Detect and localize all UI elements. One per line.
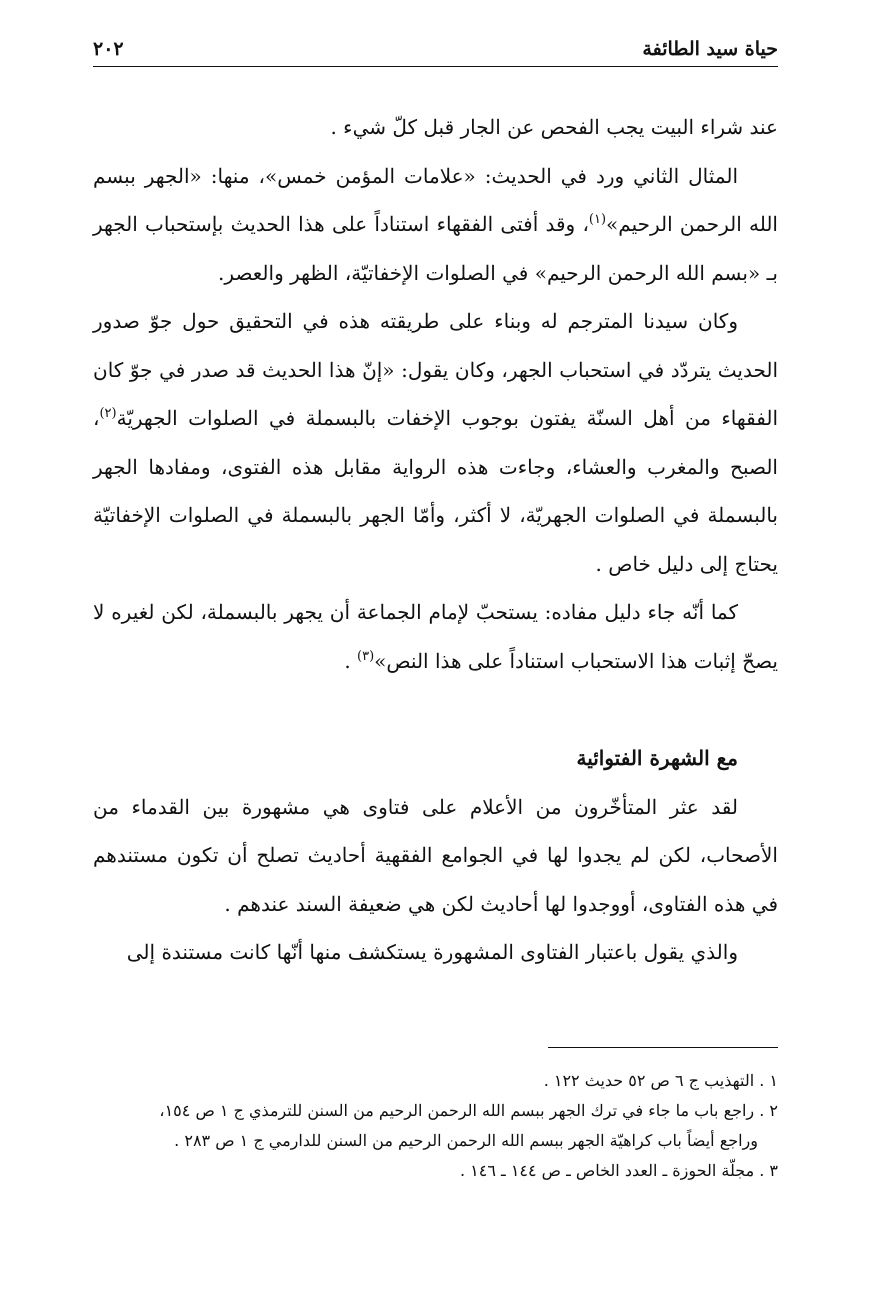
footnotes [93,1066,778,1186]
paragraph-2 [93,152,778,298]
paragraph-2-text-a: المثال الثاني ورد في الحديث: «علامات المؤمن خمس»، منها: «الجهر ببسم الله الرحمن الرحيم» [93,163,778,236]
footnote-1: ١ . التهذيب ج ٦ ص ٥٢ حديث ١٢٢ . [543,1071,778,1090]
paragraph-3-text-a: وكان سيدنا المترجم له وبناء على طريقته هذه في التحقيق حول جوّ صدور الحديث يتردّد في استحباب الجهر، وكان يقول: «إنّ هذا الحديث قد صدر في جوّ كان الفقهاء من أهل السنّة يفتون بوجوب الإخفات بالبسملة في الصلوات الجهريّة [93,309,778,430]
paragraph-2-text-b: ، وقد أفتى الفقهاء استناداً على هذا الحديث بإستحباب الجهر بـ «بسم الله الرحمن الرحيم» في الصلوات الإخفاتيّة، الظهر والعصر. [93,212,778,285]
running-head [93,32,778,67]
paragraph-4-text-b: . [344,648,358,673]
footnote-ref-2: (٢) [99,406,117,421]
footnote-2-line-2: وراجع أيضاً باب كراهيّة الجهر ببسم الله الرحمن الرحيم من السنن للدارمي ج ١ ص ٢٨٣ . [174,1131,758,1150]
footnote-ref-3: (٣) [357,648,375,664]
footnote-divider [548,1047,778,1048]
body-text [93,103,778,977]
paragraph-6: والذي يقول باعتبار الفتاوى المشهورة يستكشف منها أنّها كانت مستندة إلى [126,940,738,964]
book-title: حياة سيد الطائفة [642,38,778,60]
footnote-2-line-1: ٢ . راجع باب ما جاء في ترك الجهر ببسم الله الرحمن الرحيم من السنن للترمذي ج ١ ص ١٥٤، [159,1101,778,1120]
paragraph-3 [93,297,778,588]
paragraph-4 [93,588,778,685]
paragraph-5: لقد عثر المتأخّرون من الأعلام على فتاوى هي مشهورة بين القدماء من الأصحاب، لكن لم يجدوا لها في الجوامع الفقهية أحاديث تصلح أن تكون مستندهم في هذه الفتاوى، أووجدوا لها أحاديث لكن هي ضعيفة السند عندهم . [93,794,778,916]
footnote-ref-1: (١) [588,212,607,227]
paragraph-1: عند شراء البيت يجب الفحص عن الجار قبل كلّ شيء . [330,115,778,139]
paragraph-3-text-b: ، الصبح والمغرب والعشاء، وجاءت هذه الرواية مقابل هذه الفتوى، ومفادها الجهر بالبسملة في الصلوات الجهريّة، لا أكثر، وأمّا الجهر بالبسملة في الصلوات الإخفاتيّة يحتاج إلى دليل خاص . [93,406,778,576]
section-heading: مع الشهرة الفتوائية [576,746,738,770]
page-number: ٢٠٢ [93,38,124,60]
paragraph-4-text-a: كما أنّه جاء دليل مفاده: يستحبّ لإمام الجماعة أن يجهر بالبسملة، لكن لغيره لا يصحّ إثبات هذا الاستحباب استناداً على هذا النص» [93,600,778,673]
footnote-3: ٣ . مجلّة الحوزة ـ العدد الخاص ـ ص ١٤٤ ـ ١٤٦ . [460,1161,778,1180]
